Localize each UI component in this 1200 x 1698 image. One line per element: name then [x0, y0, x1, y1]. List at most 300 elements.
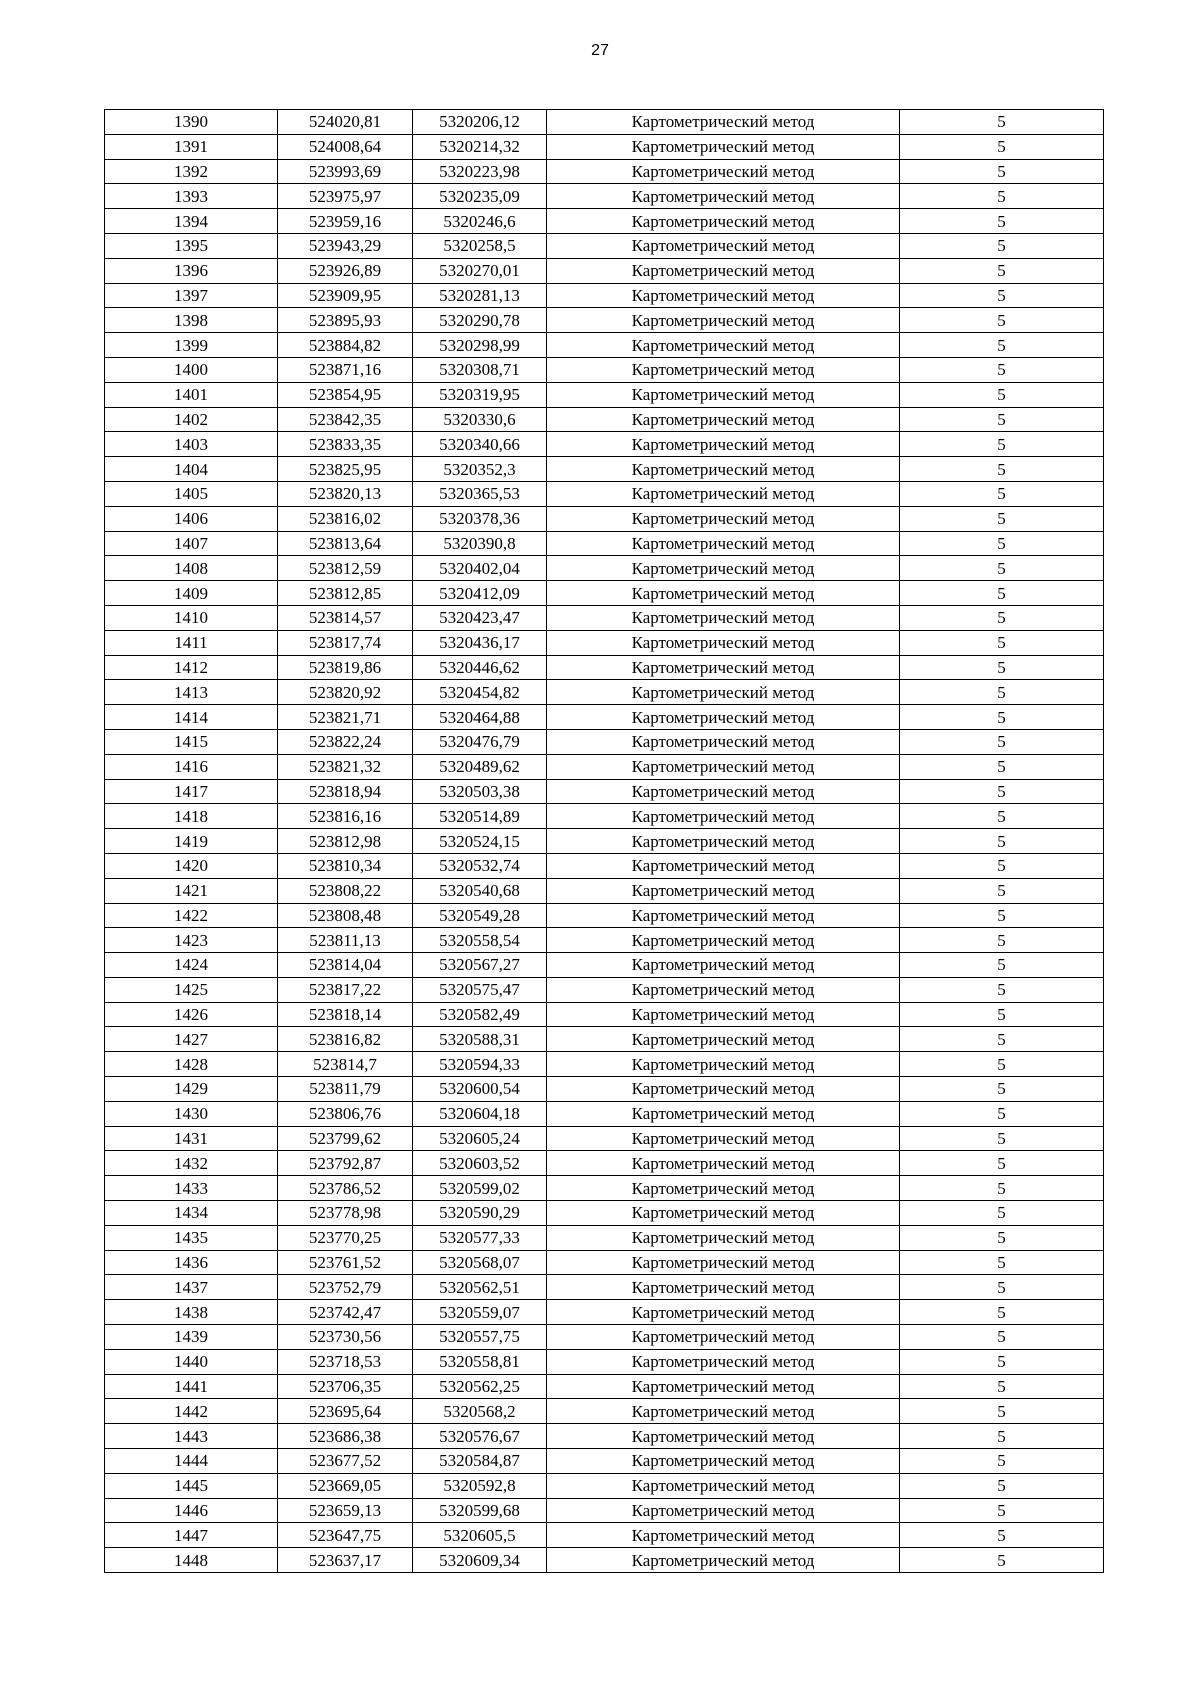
- table-row: [105, 705, 1104, 730]
- method-cell: Картометрический метод: [547, 1300, 900, 1325]
- table-row: [105, 159, 1104, 184]
- table-row: [105, 754, 1104, 779]
- accuracy-cell: 5: [900, 1250, 1104, 1275]
- y-coordinate-cell: 5320540,68: [413, 878, 547, 903]
- point-number-cell: 1437: [105, 1275, 278, 1300]
- y-coordinate-cell: 5320567,27: [413, 953, 547, 978]
- table-row: [105, 729, 1104, 754]
- method-cell: Картометрический метод: [547, 605, 900, 630]
- accuracy-cell: 5: [900, 1424, 1104, 1449]
- point-number-cell: 1424: [105, 953, 278, 978]
- x-coordinate-cell: 523817,22: [278, 977, 413, 1002]
- y-coordinate-cell: 5320246,6: [413, 209, 547, 234]
- coordinates-table-body: [105, 110, 1104, 1573]
- accuracy-cell: 5: [900, 283, 1104, 308]
- y-coordinate-cell: 5320464,88: [413, 705, 547, 730]
- point-number-cell: 1423: [105, 928, 278, 953]
- table-row: [105, 506, 1104, 531]
- method-cell: Картометрический метод: [547, 556, 900, 581]
- point-number-cell: 1448: [105, 1548, 278, 1573]
- x-coordinate-cell: 523806,76: [278, 1101, 413, 1126]
- y-coordinate-cell: 5320412,09: [413, 581, 547, 606]
- y-coordinate-cell: 5320503,38: [413, 779, 547, 804]
- x-coordinate-cell: 523854,95: [278, 382, 413, 407]
- x-coordinate-cell: 523706,35: [278, 1374, 413, 1399]
- y-coordinate-cell: 5320423,47: [413, 605, 547, 630]
- table-row: [105, 1201, 1104, 1226]
- point-number-cell: 1415: [105, 729, 278, 754]
- x-coordinate-cell: 523825,95: [278, 457, 413, 482]
- y-coordinate-cell: 5320223,98: [413, 159, 547, 184]
- table-row: [105, 1523, 1104, 1548]
- point-number-cell: 1444: [105, 1449, 278, 1474]
- accuracy-cell: 5: [900, 977, 1104, 1002]
- accuracy-cell: 5: [900, 308, 1104, 333]
- point-number-cell: 1440: [105, 1349, 278, 1374]
- x-coordinate-cell: 523637,17: [278, 1548, 413, 1573]
- accuracy-cell: 5: [900, 457, 1104, 482]
- method-cell: Картометрический метод: [547, 581, 900, 606]
- method-cell: Картометрический метод: [547, 382, 900, 407]
- method-cell: Картометрический метод: [547, 1325, 900, 1350]
- x-coordinate-cell: 523778,98: [278, 1201, 413, 1226]
- method-cell: Картометрический метод: [547, 804, 900, 829]
- y-coordinate-cell: 5320206,12: [413, 110, 547, 135]
- point-number-cell: 1447: [105, 1523, 278, 1548]
- table-row: [105, 1250, 1104, 1275]
- y-coordinate-cell: 5320604,18: [413, 1101, 547, 1126]
- y-coordinate-cell: 5320436,17: [413, 630, 547, 655]
- point-number-cell: 1405: [105, 481, 278, 506]
- point-number-cell: 1422: [105, 903, 278, 928]
- point-number-cell: 1401: [105, 382, 278, 407]
- table-row: [105, 457, 1104, 482]
- y-coordinate-cell: 5320568,2: [413, 1399, 547, 1424]
- table-row: [105, 928, 1104, 953]
- method-cell: Картометрический метод: [547, 258, 900, 283]
- x-coordinate-cell: 523818,94: [278, 779, 413, 804]
- y-coordinate-cell: 5320340,66: [413, 432, 547, 457]
- accuracy-cell: 5: [900, 1349, 1104, 1374]
- table-row: [105, 407, 1104, 432]
- method-cell: Картометрический метод: [547, 754, 900, 779]
- method-cell: Картометрический метод: [547, 407, 900, 432]
- table-row: [105, 531, 1104, 556]
- y-coordinate-cell: 5320562,25: [413, 1374, 547, 1399]
- x-coordinate-cell: 523808,48: [278, 903, 413, 928]
- table-row: [105, 233, 1104, 258]
- x-coordinate-cell: 523812,59: [278, 556, 413, 581]
- y-coordinate-cell: 5320290,78: [413, 308, 547, 333]
- method-cell: Картометрический метод: [547, 1424, 900, 1449]
- method-cell: Картометрический метод: [547, 928, 900, 953]
- method-cell: Картометрический метод: [547, 1473, 900, 1498]
- y-coordinate-cell: 5320557,75: [413, 1325, 547, 1350]
- point-number-cell: 1406: [105, 506, 278, 531]
- table-row: [105, 1449, 1104, 1474]
- accuracy-cell: 5: [900, 531, 1104, 556]
- x-coordinate-cell: 523884,82: [278, 333, 413, 358]
- method-cell: Картометрический метод: [547, 1201, 900, 1226]
- table-row: [105, 779, 1104, 804]
- y-coordinate-cell: 5320599,02: [413, 1176, 547, 1201]
- point-number-cell: 1398: [105, 308, 278, 333]
- method-cell: Картометрический метод: [547, 233, 900, 258]
- point-number-cell: 1443: [105, 1424, 278, 1449]
- accuracy-cell: 5: [900, 357, 1104, 382]
- accuracy-cell: 5: [900, 1548, 1104, 1573]
- y-coordinate-cell: 5320308,71: [413, 357, 547, 382]
- method-cell: Картометрический метод: [547, 333, 900, 358]
- y-coordinate-cell: 5320446,62: [413, 655, 547, 680]
- method-cell: Картометрический метод: [547, 1548, 900, 1573]
- method-cell: Картометрический метод: [547, 134, 900, 159]
- table-row: [105, 1027, 1104, 1052]
- table-row: [105, 605, 1104, 630]
- page-number: 27: [591, 42, 609, 59]
- table-row: [105, 977, 1104, 1002]
- method-cell: Картометрический метод: [547, 779, 900, 804]
- y-coordinate-cell: 5320489,62: [413, 754, 547, 779]
- accuracy-cell: 5: [900, 506, 1104, 531]
- accuracy-cell: 5: [900, 1201, 1104, 1226]
- point-number-cell: 1441: [105, 1374, 278, 1399]
- method-cell: Картометрический метод: [547, 1225, 900, 1250]
- method-cell: Картометрический метод: [547, 184, 900, 209]
- y-coordinate-cell: 5320568,07: [413, 1250, 547, 1275]
- y-coordinate-cell: 5320330,6: [413, 407, 547, 432]
- table-row: [105, 1077, 1104, 1102]
- accuracy-cell: 5: [900, 110, 1104, 135]
- x-coordinate-cell: 523808,22: [278, 878, 413, 903]
- x-coordinate-cell: 523821,32: [278, 754, 413, 779]
- x-coordinate-cell: 524020,81: [278, 110, 413, 135]
- point-number-cell: 1391: [105, 134, 278, 159]
- point-number-cell: 1428: [105, 1052, 278, 1077]
- point-number-cell: 1393: [105, 184, 278, 209]
- table-row: [105, 1349, 1104, 1374]
- table-row: [105, 878, 1104, 903]
- accuracy-cell: 5: [900, 1176, 1104, 1201]
- y-coordinate-cell: 5320603,52: [413, 1151, 547, 1176]
- accuracy-cell: 5: [900, 258, 1104, 283]
- method-cell: Картометрический метод: [547, 630, 900, 655]
- table-row: [105, 258, 1104, 283]
- point-number-cell: 1421: [105, 878, 278, 903]
- accuracy-cell: 5: [900, 1027, 1104, 1052]
- x-coordinate-cell: 523810,34: [278, 853, 413, 878]
- point-number-cell: 1419: [105, 829, 278, 854]
- table-row: [105, 804, 1104, 829]
- y-coordinate-cell: 5320214,32: [413, 134, 547, 159]
- point-number-cell: 1409: [105, 581, 278, 606]
- table-row: [105, 283, 1104, 308]
- point-number-cell: 1430: [105, 1101, 278, 1126]
- table-row: [105, 333, 1104, 358]
- accuracy-cell: 5: [900, 680, 1104, 705]
- table-row: [105, 1399, 1104, 1424]
- y-coordinate-cell: 5320575,47: [413, 977, 547, 1002]
- method-cell: Картометрический метод: [547, 1374, 900, 1399]
- accuracy-cell: 5: [900, 1325, 1104, 1350]
- table-row: [105, 630, 1104, 655]
- point-number-cell: 1420: [105, 853, 278, 878]
- x-coordinate-cell: 523786,52: [278, 1176, 413, 1201]
- accuracy-cell: 5: [900, 853, 1104, 878]
- method-cell: Картометрический метод: [547, 1101, 900, 1126]
- accuracy-cell: 5: [900, 605, 1104, 630]
- y-coordinate-cell: 5320558,81: [413, 1349, 547, 1374]
- x-coordinate-cell: 523686,38: [278, 1424, 413, 1449]
- method-cell: Картометрический метод: [547, 457, 900, 482]
- point-number-cell: 1399: [105, 333, 278, 358]
- point-number-cell: 1446: [105, 1498, 278, 1523]
- accuracy-cell: 5: [900, 953, 1104, 978]
- method-cell: Картометрический метод: [547, 432, 900, 457]
- table-row: [105, 829, 1104, 854]
- method-cell: Картометрический метод: [547, 680, 900, 705]
- method-cell: Картометрический метод: [547, 357, 900, 382]
- x-coordinate-cell: 523814,7: [278, 1052, 413, 1077]
- point-number-cell: 1434: [105, 1201, 278, 1226]
- table-row: [105, 1151, 1104, 1176]
- coordinates-table: [104, 109, 1104, 1573]
- y-coordinate-cell: 5320549,28: [413, 903, 547, 928]
- point-number-cell: 1416: [105, 754, 278, 779]
- point-number-cell: 1403: [105, 432, 278, 457]
- method-cell: Картометрический метод: [547, 705, 900, 730]
- accuracy-cell: 5: [900, 903, 1104, 928]
- table-row: [105, 1548, 1104, 1573]
- accuracy-cell: 5: [900, 1101, 1104, 1126]
- accuracy-cell: 5: [900, 1275, 1104, 1300]
- point-number-cell: 1390: [105, 110, 278, 135]
- x-coordinate-cell: 523833,35: [278, 432, 413, 457]
- accuracy-cell: 5: [900, 1498, 1104, 1523]
- y-coordinate-cell: 5320514,89: [413, 804, 547, 829]
- accuracy-cell: 5: [900, 1225, 1104, 1250]
- accuracy-cell: 5: [900, 630, 1104, 655]
- method-cell: Картометрический метод: [547, 1523, 900, 1548]
- table-row: [105, 1473, 1104, 1498]
- y-coordinate-cell: 5320576,67: [413, 1424, 547, 1449]
- x-coordinate-cell: 523816,82: [278, 1027, 413, 1052]
- method-cell: Картометрический метод: [547, 977, 900, 1002]
- point-number-cell: 1400: [105, 357, 278, 382]
- method-cell: Картометрический метод: [547, 308, 900, 333]
- y-coordinate-cell: 5320599,68: [413, 1498, 547, 1523]
- accuracy-cell: 5: [900, 1449, 1104, 1474]
- x-coordinate-cell: 523820,13: [278, 481, 413, 506]
- x-coordinate-cell: 523909,95: [278, 283, 413, 308]
- accuracy-cell: 5: [900, 1374, 1104, 1399]
- point-number-cell: 1417: [105, 779, 278, 804]
- y-coordinate-cell: 5320532,74: [413, 853, 547, 878]
- point-number-cell: 1392: [105, 159, 278, 184]
- x-coordinate-cell: 523812,85: [278, 581, 413, 606]
- point-number-cell: 1411: [105, 630, 278, 655]
- accuracy-cell: 5: [900, 1052, 1104, 1077]
- x-coordinate-cell: 523813,64: [278, 531, 413, 556]
- point-number-cell: 1397: [105, 283, 278, 308]
- method-cell: Картометрический метод: [547, 1077, 900, 1102]
- point-number-cell: 1410: [105, 605, 278, 630]
- accuracy-cell: 5: [900, 878, 1104, 903]
- x-coordinate-cell: 523770,25: [278, 1225, 413, 1250]
- table-row: [105, 209, 1104, 234]
- y-coordinate-cell: 5320562,51: [413, 1275, 547, 1300]
- point-number-cell: 1427: [105, 1027, 278, 1052]
- x-coordinate-cell: 523812,98: [278, 829, 413, 854]
- point-number-cell: 1408: [105, 556, 278, 581]
- x-coordinate-cell: 523752,79: [278, 1275, 413, 1300]
- y-coordinate-cell: 5320558,54: [413, 928, 547, 953]
- accuracy-cell: 5: [900, 1300, 1104, 1325]
- method-cell: Картометрический метод: [547, 1151, 900, 1176]
- method-cell: Картометрический метод: [547, 481, 900, 506]
- method-cell: Картометрический метод: [547, 209, 900, 234]
- y-coordinate-cell: 5320319,95: [413, 382, 547, 407]
- x-coordinate-cell: 523647,75: [278, 1523, 413, 1548]
- table-row: [105, 432, 1104, 457]
- accuracy-cell: 5: [900, 432, 1104, 457]
- table-row: [105, 1126, 1104, 1151]
- table-row: [105, 581, 1104, 606]
- method-cell: Картометрический метод: [547, 1002, 900, 1027]
- method-cell: Картометрический метод: [547, 1126, 900, 1151]
- method-cell: Картометрический метод: [547, 1349, 900, 1374]
- accuracy-cell: 5: [900, 655, 1104, 680]
- y-coordinate-cell: 5320584,87: [413, 1449, 547, 1474]
- point-number-cell: 1395: [105, 233, 278, 258]
- accuracy-cell: 5: [900, 829, 1104, 854]
- method-cell: Картометрический метод: [547, 903, 900, 928]
- x-coordinate-cell: 523659,13: [278, 1498, 413, 1523]
- table-row: [105, 1424, 1104, 1449]
- method-cell: Картометрический метод: [547, 1250, 900, 1275]
- method-cell: Картометрический метод: [547, 655, 900, 680]
- x-coordinate-cell: 523742,47: [278, 1300, 413, 1325]
- method-cell: Картометрический метод: [547, 531, 900, 556]
- point-number-cell: 1435: [105, 1225, 278, 1250]
- y-coordinate-cell: 5320402,04: [413, 556, 547, 581]
- point-number-cell: 1445: [105, 1473, 278, 1498]
- method-cell: Картометрический метод: [547, 1052, 900, 1077]
- table-row: [105, 1002, 1104, 1027]
- point-number-cell: 1394: [105, 209, 278, 234]
- x-coordinate-cell: 523792,87: [278, 1151, 413, 1176]
- accuracy-cell: 5: [900, 481, 1104, 506]
- table-row: [105, 382, 1104, 407]
- y-coordinate-cell: 5320605,5: [413, 1523, 547, 1548]
- y-coordinate-cell: 5320281,13: [413, 283, 547, 308]
- table-row: [105, 1225, 1104, 1250]
- point-number-cell: 1396: [105, 258, 278, 283]
- table-row: [105, 1176, 1104, 1201]
- method-cell: Картометрический метод: [547, 1399, 900, 1424]
- table-row: [105, 1374, 1104, 1399]
- x-coordinate-cell: 523730,56: [278, 1325, 413, 1350]
- x-coordinate-cell: 523669,05: [278, 1473, 413, 1498]
- table-row: [105, 1325, 1104, 1350]
- method-cell: Картометрический метод: [547, 110, 900, 135]
- point-number-cell: 1431: [105, 1126, 278, 1151]
- x-coordinate-cell: 523811,79: [278, 1077, 413, 1102]
- x-coordinate-cell: 523816,16: [278, 804, 413, 829]
- accuracy-cell: 5: [900, 159, 1104, 184]
- table-row: [105, 1101, 1104, 1126]
- y-coordinate-cell: 5320235,09: [413, 184, 547, 209]
- accuracy-cell: 5: [900, 754, 1104, 779]
- x-coordinate-cell: 523943,29: [278, 233, 413, 258]
- y-coordinate-cell: 5320594,33: [413, 1052, 547, 1077]
- y-coordinate-cell: 5320390,8: [413, 531, 547, 556]
- table-row: [105, 110, 1104, 135]
- method-cell: Картометрический метод: [547, 729, 900, 754]
- y-coordinate-cell: 5320454,82: [413, 680, 547, 705]
- point-number-cell: 1404: [105, 457, 278, 482]
- table-row: [105, 134, 1104, 159]
- point-number-cell: 1439: [105, 1325, 278, 1350]
- method-cell: Картометрический метод: [547, 953, 900, 978]
- accuracy-cell: 5: [900, 209, 1104, 234]
- x-coordinate-cell: 523822,24: [278, 729, 413, 754]
- point-number-cell: 1413: [105, 680, 278, 705]
- method-cell: Картометрический метод: [547, 1449, 900, 1474]
- method-cell: Картометрический метод: [547, 283, 900, 308]
- x-coordinate-cell: 524008,64: [278, 134, 413, 159]
- x-coordinate-cell: 523817,74: [278, 630, 413, 655]
- y-coordinate-cell: 5320365,53: [413, 481, 547, 506]
- table-row: [105, 655, 1104, 680]
- method-cell: Картометрический метод: [547, 853, 900, 878]
- x-coordinate-cell: 523718,53: [278, 1349, 413, 1374]
- table-row: [105, 1275, 1104, 1300]
- point-number-cell: 1432: [105, 1151, 278, 1176]
- point-number-cell: 1402: [105, 407, 278, 432]
- method-cell: Картометрический метод: [547, 1027, 900, 1052]
- x-coordinate-cell: 523677,52: [278, 1449, 413, 1474]
- y-coordinate-cell: 5320352,3: [413, 457, 547, 482]
- method-cell: Картометрический метод: [547, 506, 900, 531]
- accuracy-cell: 5: [900, 1399, 1104, 1424]
- x-coordinate-cell: 523926,89: [278, 258, 413, 283]
- point-number-cell: 1433: [105, 1176, 278, 1201]
- table-row: [105, 556, 1104, 581]
- point-number-cell: 1412: [105, 655, 278, 680]
- table-row: [105, 1052, 1104, 1077]
- table-row: [105, 357, 1104, 382]
- accuracy-cell: 5: [900, 1126, 1104, 1151]
- accuracy-cell: 5: [900, 1473, 1104, 1498]
- x-coordinate-cell: 523814,04: [278, 953, 413, 978]
- method-cell: Картометрический метод: [547, 1275, 900, 1300]
- y-coordinate-cell: 5320609,34: [413, 1548, 547, 1573]
- point-number-cell: 1407: [105, 531, 278, 556]
- y-coordinate-cell: 5320378,36: [413, 506, 547, 531]
- y-coordinate-cell: 5320559,07: [413, 1300, 547, 1325]
- y-coordinate-cell: 5320590,29: [413, 1201, 547, 1226]
- y-coordinate-cell: 5320258,5: [413, 233, 547, 258]
- method-cell: Картометрический метод: [547, 1176, 900, 1201]
- x-coordinate-cell: 523820,92: [278, 680, 413, 705]
- point-number-cell: 1418: [105, 804, 278, 829]
- x-coordinate-cell: 523819,86: [278, 655, 413, 680]
- y-coordinate-cell: 5320298,99: [413, 333, 547, 358]
- x-coordinate-cell: 523761,52: [278, 1250, 413, 1275]
- accuracy-cell: 5: [900, 134, 1104, 159]
- accuracy-cell: 5: [900, 581, 1104, 606]
